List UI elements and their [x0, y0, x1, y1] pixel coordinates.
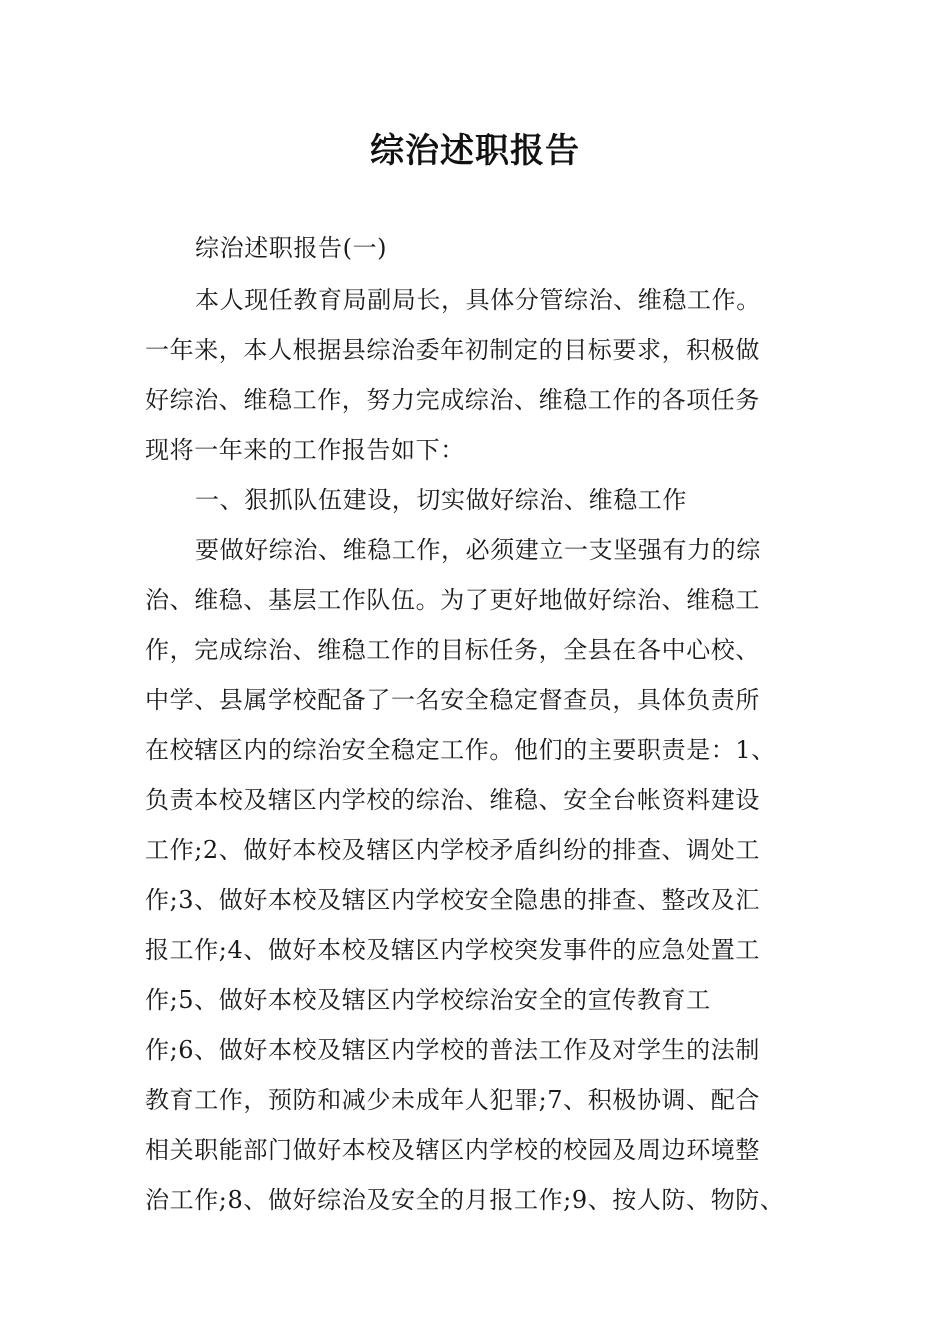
body-line: 本人现任教育局副局长，具体分管综治、维稳工作。 — [195, 286, 761, 314]
body-line: 工作;2、做好本校及辖区内学校矛盾纠纷的排查、调处工 — [145, 836, 760, 864]
body-line: 相关职能部门做好本校及辖区内学校的校园及周边环境整 — [145, 1136, 760, 1164]
section-heading: 一、狠抓队伍建设，切实做好综治、维稳工作 — [195, 486, 687, 514]
body-line: 作;5、做好本校及辖区内学校综治安全的宣传教育工 — [145, 986, 711, 1014]
body-line: 报工作;4、做好本校及辖区内学校突发事件的应急处置工 — [145, 936, 760, 964]
page-title: 综治述职报告 — [370, 131, 580, 171]
section-heading: 综治述职报告(一) — [195, 234, 388, 262]
body-line: 作，完成综治、维稳工作的目标任务，全县在各中心校、 — [145, 636, 760, 664]
body-line: 治、维稳、基层工作队伍。为了更好地做好综治、维稳工 — [145, 586, 760, 614]
body-line: 要做好综治、维稳工作，必须建立一支坚强有力的综 — [195, 536, 761, 564]
body-line: 现将一年来的工作报告如下： — [145, 436, 465, 464]
body-line: 作;3、做好本校及辖区内学校安全隐患的排查、整改及汇 — [145, 886, 760, 914]
body-line: 作;6、做好本校及辖区内学校的普法工作及对学生的法制 — [145, 1036, 760, 1064]
body-line: 在校辖区内的综治安全稳定工作。他们的主要职责是：1、 — [145, 736, 776, 764]
body-line: 负责本校及辖区内学校的综治、维稳、安全台帐资料建设 — [145, 786, 760, 814]
body-line: 教育工作，预防和减少未成年人犯罪;7、积极协调、配合 — [145, 1086, 760, 1114]
body-line: 治工作;8、做好综治及安全的月报工作;9、按人防、物防、 — [145, 1186, 785, 1214]
body-line: 好综治、维稳工作，努力完成综治、维稳工作的各项任务 — [145, 386, 760, 414]
body-line: 一年来，本人根据县综治委年初制定的目标要求，积极做 — [145, 336, 760, 364]
body-line: 中学、县属学校配备了一名安全稳定督查员，具体负责所 — [145, 686, 760, 714]
